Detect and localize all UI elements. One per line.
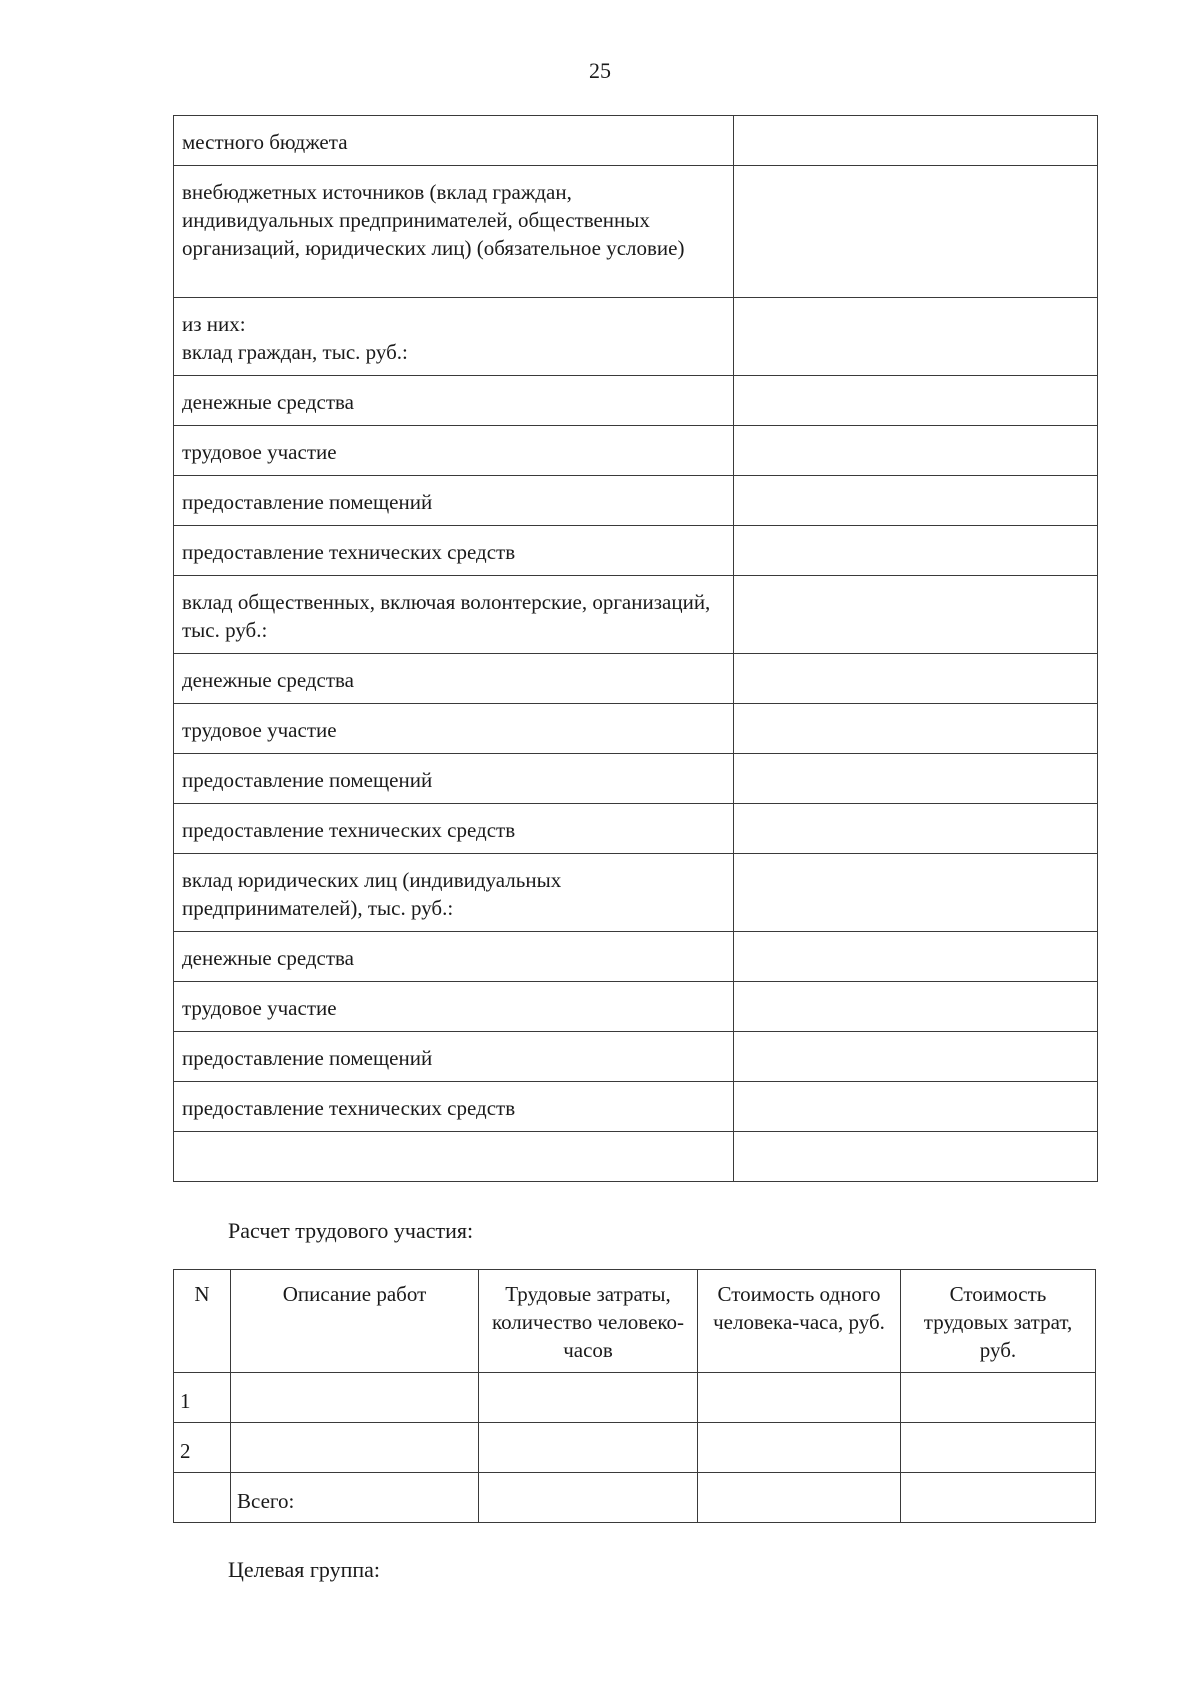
- funding-row-value[interactable]: [734, 704, 1098, 754]
- funding-row: [174, 526, 1098, 576]
- labor-cell-hour-cost[interactable]: [698, 1473, 901, 1523]
- labor-row: [174, 1423, 1096, 1473]
- funding-row: [174, 376, 1098, 426]
- labor-row: [174, 1373, 1096, 1423]
- funding-row-label: предоставление технических средств: [174, 1082, 734, 1132]
- funding-row-label: предоставление технических средств: [174, 804, 734, 854]
- labor-cell-work-description: Всего:: [231, 1473, 479, 1523]
- funding-row: [174, 932, 1098, 982]
- labor-cell-labor-cost[interactable]: [901, 1373, 1096, 1423]
- funding-row-value[interactable]: [734, 1082, 1098, 1132]
- labor-cell-labor-hours[interactable]: [479, 1373, 698, 1423]
- funding-row-value[interactable]: [734, 1132, 1098, 1182]
- labor-cell-work-description[interactable]: [231, 1423, 479, 1473]
- funding-row-label: местного бюджета: [174, 116, 734, 166]
- funding-row-label: предоставление помещений: [174, 476, 734, 526]
- funding-row-label: вклад общественных, включая волонтерские, организаций, тыс. руб.:: [174, 576, 734, 654]
- header-number: N: [174, 1270, 231, 1373]
- funding-row-label: денежные средства: [174, 654, 734, 704]
- funding-row-value[interactable]: [734, 166, 1098, 298]
- labor-table: [173, 1269, 1096, 1523]
- funding-row: [174, 576, 1098, 654]
- funding-row: [174, 754, 1098, 804]
- funding-row-value[interactable]: [734, 654, 1098, 704]
- labor-row: [174, 1473, 1096, 1523]
- funding-row: [174, 476, 1098, 526]
- funding-row-label: внебюджетных источников (вклад граждан, индивидуальных предпринимателей, общественных организаций, юридических лиц) (обязательное условие): [174, 166, 734, 298]
- labor-cell-row-number: 2: [174, 1423, 231, 1473]
- labor-cell-labor-cost[interactable]: [901, 1473, 1096, 1523]
- funding-row: [174, 1082, 1098, 1132]
- funding-row: [174, 982, 1098, 1032]
- funding-row-label: предоставление технических средств: [174, 526, 734, 576]
- target-group-title: Целевая группа:: [228, 1557, 381, 1582]
- funding-row-label: денежные средства: [174, 376, 734, 426]
- funding-row-value[interactable]: [734, 576, 1098, 654]
- funding-row: [174, 298, 1098, 376]
- funding-row-value[interactable]: [734, 376, 1098, 426]
- funding-row: [174, 166, 1098, 298]
- funding-row-value[interactable]: [734, 932, 1098, 982]
- funding-row: [174, 116, 1098, 166]
- funding-row: [174, 1032, 1098, 1082]
- funding-row-label: денежные средства: [174, 932, 734, 982]
- funding-row-label: вклад юридических лиц (индивидуальных предпринимателей), тыс. руб.:: [174, 854, 734, 932]
- funding-row-label: предоставление помещений: [174, 1032, 734, 1082]
- funding-row: [174, 804, 1098, 854]
- labor-cell-labor-hours[interactable]: [479, 1473, 698, 1523]
- labor-section-title: Расчет трудового участия:: [228, 1218, 474, 1243]
- labor-table-header-row: [174, 1270, 1096, 1373]
- funding-row-label: трудовое участие: [174, 982, 734, 1032]
- funding-row-value[interactable]: [734, 854, 1098, 932]
- header-labor-cost: Стоимость трудовых затрат, руб.: [901, 1270, 1096, 1373]
- header-hour-cost: Стоимость одного человека-часа, руб.: [698, 1270, 901, 1373]
- funding-row-value[interactable]: [734, 1032, 1098, 1082]
- labor-cell-row-number: [174, 1473, 231, 1523]
- labor-cell-labor-hours[interactable]: [479, 1423, 698, 1473]
- funding-row-value[interactable]: [734, 804, 1098, 854]
- page-number: 25: [589, 58, 611, 83]
- funding-row-label: [174, 1132, 734, 1182]
- funding-table: [173, 115, 1098, 1182]
- header-work-description: Описание работ: [231, 1270, 479, 1373]
- labor-cell-row-number: 1: [174, 1373, 231, 1423]
- funding-row-value[interactable]: [734, 476, 1098, 526]
- header-labor-hours: Трудовые затраты, количество человеко-часов: [479, 1270, 698, 1373]
- labor-cell-hour-cost[interactable]: [698, 1423, 901, 1473]
- labor-cell-hour-cost[interactable]: [698, 1373, 901, 1423]
- labor-cell-work-description[interactable]: [231, 1373, 479, 1423]
- funding-row-label: трудовое участие: [174, 426, 734, 476]
- funding-row: [174, 426, 1098, 476]
- funding-row-label: предоставление помещений: [174, 754, 734, 804]
- funding-row-value[interactable]: [734, 116, 1098, 166]
- funding-row: [174, 654, 1098, 704]
- funding-row-value[interactable]: [734, 526, 1098, 576]
- funding-row-value[interactable]: [734, 982, 1098, 1032]
- funding-row: [174, 1132, 1098, 1182]
- funding-row: [174, 854, 1098, 932]
- labor-cell-labor-cost[interactable]: [901, 1423, 1096, 1473]
- funding-row-value[interactable]: [734, 298, 1098, 376]
- funding-row-label: трудовое участие: [174, 704, 734, 754]
- funding-row-value[interactable]: [734, 754, 1098, 804]
- funding-row-label: из них: вклад граждан, тыс. руб.:: [174, 298, 734, 376]
- funding-row-value[interactable]: [734, 426, 1098, 476]
- funding-row: [174, 704, 1098, 754]
